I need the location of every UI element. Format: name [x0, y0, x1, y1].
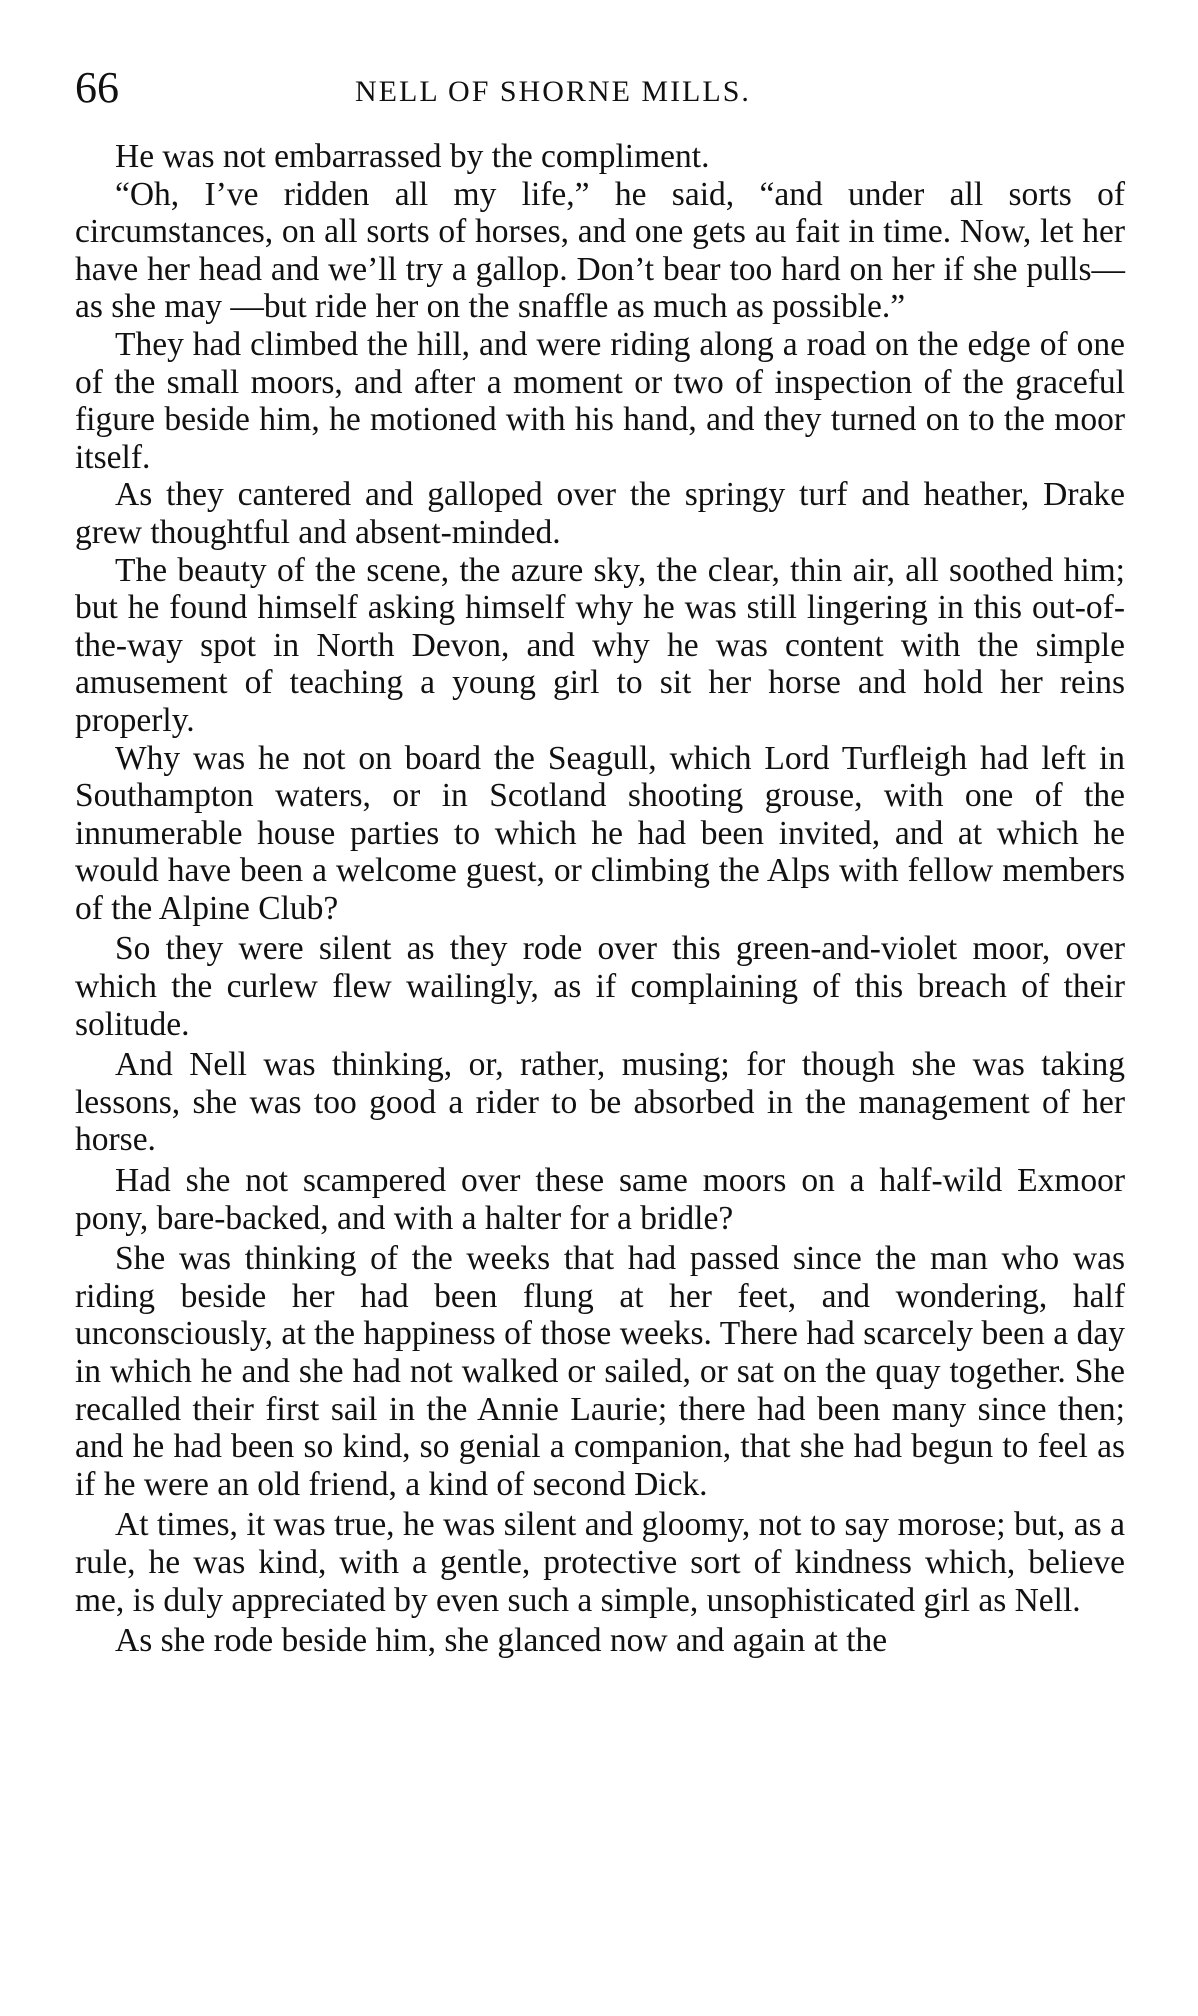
paragraph: Had she not scampered over these same moors on a half-wild Exmoor pony, bare-backed, and with a halter for a bridle? — [75, 1162, 1125, 1237]
paragraph: So they were silent as they rode over this green-and-violet moor, over which the curlew flew wailingly, as if complaining of this breach of their solitude. — [75, 930, 1125, 1043]
paragraph: At times, it was true, he was silent and gloomy, not to say morose; but, as a rule, he was kind, with a gentle, protective sort of kindness which, believe me, is duly appreciated by even such a simple, unsophisticated girl as Nell. — [75, 1506, 1125, 1619]
paragraph: Why was he not on board the Seagull, which Lord Turfleigh had left in Southampton waters, or in Scotland shooting grouse, with one of the innumerable house parties to which he had been invited, and at which he would have been a welcome guest, or climbing the Alps with fellow members of the Alpine Club? — [75, 739, 1125, 927]
paragraph: He was not embarrassed by the compliment. — [115, 138, 710, 175]
paragraph: They had climbed the hill, and were riding along a road on the edge of one of the small moors, and after a moment or two of inspection of the graceful figure beside him, he motioned with his hand, and they turned on to the moor itself. — [75, 325, 1125, 476]
running-title: NELL OF SHORNE MILLS. — [355, 75, 751, 108]
paragraph: She was thinking of the weeks that had passed since the man who was riding beside her had been flung at her feet, and wondering, half unconsciously, at the happiness of those weeks. There had scarcely been a day in which he and she had not walked or sailed, or sat on the quay together. She recalled their first sail in the Annie Laurie; there had been many since then; and he had been so kind, so genial a companion, that she had begun to feel as if he were an old friend, a kind of second Dick. — [75, 1240, 1125, 1503]
paragraph: The beauty of the scene, the azure sky, the clear, thin air, all soothed him; but he found himself asking himself why he was still lingering in this out-of-the-way spot in North Devon, and why he was content with the simple amusement of teaching a young girl to sit her horse and hold her reins properly. — [75, 551, 1125, 739]
page-header — [75, 58, 1125, 118]
paragraph: “Oh, I’ve ridden all my life,” he said, “and under all sorts of circumstances, on all sorts of horses, and one gets au fait in time. Now, let her have her head and we’ll try a gallop. Don’t bear too hard on her if she pulls—as she may —but ride her on the snaffle as much as possible.” — [75, 175, 1125, 326]
body-text — [75, 138, 1125, 1660]
paragraph: And Nell was thinking, or, rather, musing; for though she was taking lessons, she was too good a rider to be absorbed in the management of her horse. — [75, 1046, 1125, 1159]
paragraph: As they cantered and galloped over the springy turf and heather, Drake grew thoughtful and absent-minded. — [75, 476, 1125, 551]
page-number: 66 — [75, 63, 119, 112]
paragraph: As she rode beside him, she glanced now and again at the — [115, 1622, 888, 1660]
